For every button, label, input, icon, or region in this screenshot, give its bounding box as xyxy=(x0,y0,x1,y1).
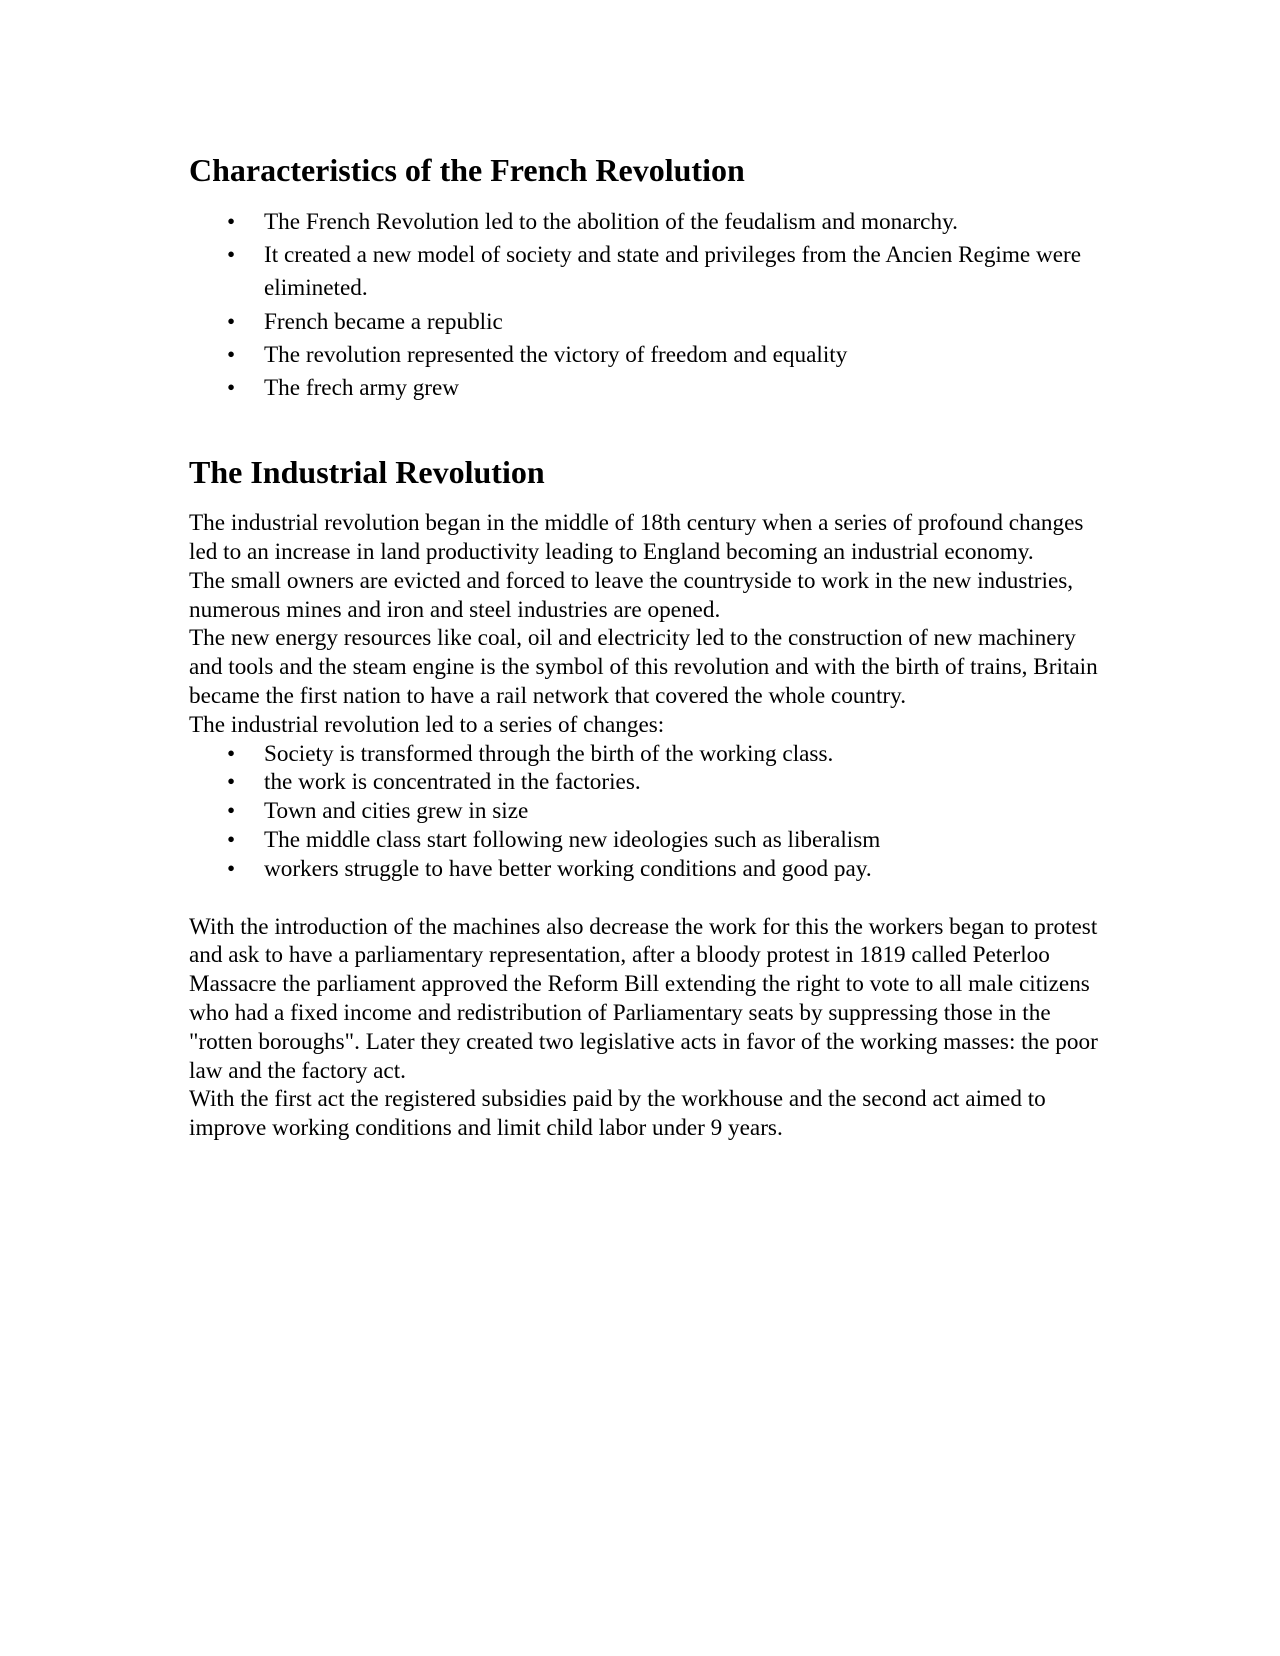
bullet-icon: • xyxy=(227,242,236,269)
bullet-icon: • xyxy=(227,855,236,882)
bullet-icon: • xyxy=(227,826,236,853)
bullet-icon: • xyxy=(227,375,236,402)
list-item xyxy=(189,339,1101,372)
list-item-text: the work is concentrated in the factories. xyxy=(264,769,641,796)
list-item xyxy=(189,768,1101,797)
list-item xyxy=(189,372,1101,405)
list-item xyxy=(189,826,1101,855)
bullet-icon: • xyxy=(227,740,236,767)
industrial-changes-list xyxy=(189,740,1101,884)
paragraph-spacer xyxy=(189,884,1101,913)
industrial-paragraph-2: The small owners are evicted and forced to leave the countryside to work in the new industries, numerous mines and iron and steel industries are opened. xyxy=(189,567,1074,623)
industrial-revolution-heading: The Industrial Revolution xyxy=(189,454,545,491)
bullet-icon: • xyxy=(227,209,236,235)
list-item-text: The revolution represented the victory of freedom and equality xyxy=(264,341,848,368)
list-item-text: workers struggle to have better working conditions and good pay. xyxy=(264,855,872,882)
closing-paragraph-1: With the introduction of the machines also decrease the work for this the workers began to protest and ask to have a parliamentary representation, after a bloody protest in 1819 called Peterloo Massacre the parliament approved the Reform Bill extending the right to vote to all male citizens who had a fixed income and redistribution of Parliamentary seats by suppressing those in the "rotten boroughs". Later they created two legislative acts in favor of the working masses: the poor law and the factory act. xyxy=(189,913,1098,1084)
list-item-text: The frech army grew xyxy=(264,375,460,402)
document-page xyxy=(189,148,1101,1143)
list-item xyxy=(189,206,1101,239)
list-item-text: It created a new model of society and state and privileges from the Ancien Regime were elimineted. xyxy=(264,242,1082,302)
list-item-text: The French Revolution led to the abolition of the feudalism and monarchy. xyxy=(264,209,958,235)
list-item xyxy=(189,740,1101,769)
industrial-paragraph-1: The industrial revolution began in the middle of 18th century when a series of profound changes led to an increase in land productivity leading to England becoming an industrial economy. xyxy=(189,510,1084,566)
list-item xyxy=(189,239,1101,305)
closing-paragraph-2: With the first act the registered subsidies paid by the workhouse and the second act aimed to improve working conditions and limit child labor under 9 years. xyxy=(189,1086,1046,1142)
industrial-paragraph-3: The new energy resources like coal, oil and electricity led to the construction of new machinery and tools and the steam engine is the symbol of this revolution and with the birth of trains, Britain became the first nation to have a rail network that covered the whole country. xyxy=(189,625,1098,709)
list-item-text: French became a republic xyxy=(264,308,503,335)
french-revolution-heading: Characteristics of the French Revolution xyxy=(189,152,745,188)
bullet-icon: • xyxy=(227,798,236,825)
list-item-text: The middle class start following new ideologies such as liberalism xyxy=(264,826,881,853)
list-item xyxy=(189,797,1101,826)
bullet-icon: • xyxy=(227,308,236,335)
list-item-text: Town and cities grew in size xyxy=(264,798,529,825)
list-item xyxy=(189,306,1101,339)
list-item xyxy=(189,855,1101,884)
industrial-paragraph-4: The industrial revolution led to a series of changes: xyxy=(189,711,665,738)
bullet-icon: • xyxy=(227,341,236,368)
french-characteristics-list xyxy=(189,206,1101,405)
bullet-icon: • xyxy=(227,769,236,796)
list-item-text: Society is transformed through the birth of the working class. xyxy=(264,740,834,767)
